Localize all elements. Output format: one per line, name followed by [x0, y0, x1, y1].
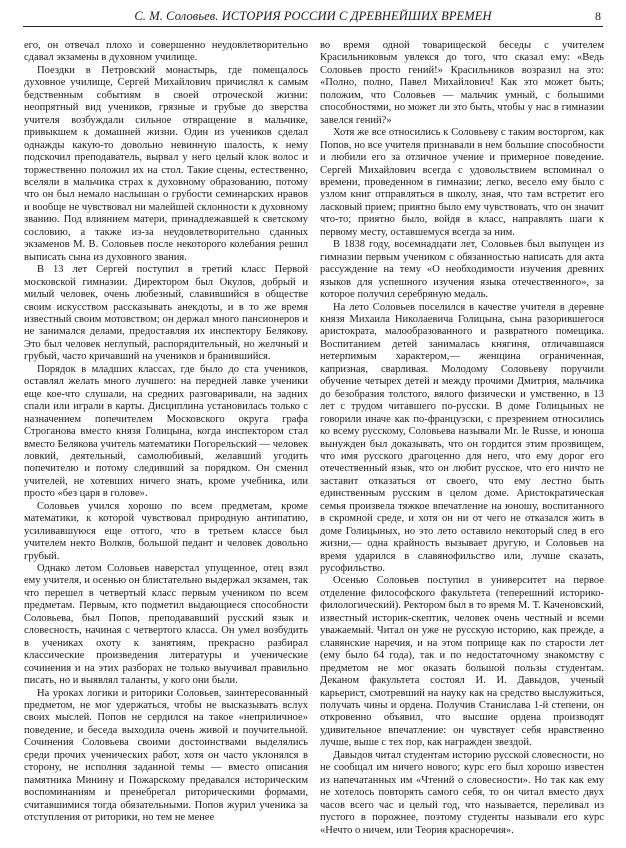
paragraph: Хотя же все относились к Соловьеву с таким восторгом, как Попов, но все учителя признавали в нем большие способности и любили его за отличное учение и примерное поведение. Сергей Михайлович всегда с удовольствием вспоминал о времени, проведенном в гимназии; легко, весело ему было с узлом книг отправляться в школу, зная, что там встретит его ласковый прием; приятно было ему чувствовать, что он значит что-то; приятно было, войдя в класс, направлять шаги к первому месту, оставшемуся всегда за ним. — [320, 127, 604, 238]
paragraph: его, он отвечал плохо и совершенно неудовлетворительно сдавал экзамены в духовном училище. — [24, 40, 308, 64]
paragraph: На лето Соловьев поселился в качестве учителя в деревне князя Михаила Николаевича Голицына, сына разорившегося аристократа, малообразованного и развратного помещика. Воспитанием детей занималась княгиня, отличавшаяся нетерпимым характером,— женщина ограниченная, капризная, сварливая. Молодому Соловьеву поручили обучение четырех детей и между прочими Дмитрия, мальчика до безобразия толстого, вялого физически и умственно, в 13 лет с трудом читавшего по-русски. В доме Голицыных не говорили иначе как по-французски, с презрением относились ко всему русскому, Соловьева называли Mr. le Russe, и юноша вынужден был доказывать, что он гордится этим прозвищем, что имя русского драгоценно для него, что ему дорог его отечественный язык, что он любит русское, что его ничто не заставит отказаться от своего, что ему лестно быть единственным русским в целом доме. Аристократическая семья произвела тяжкое впечатление на юношу, воспитанного в скромной среде, и хотя он ни от чего не отказался жить в доме Голицыных, но это лето оставило некоторый след в его жизни,— одна крайность вызывает другую, и Соловьев на время ударился в славянофильство или, лучше сказать, русофильство. — [320, 301, 604, 575]
running-title-author: С. М. Соловьев. — [134, 9, 219, 23]
paragraph: Соловьев учился хорошо по всем предметам, кроме математики, к которой чувствовал природную антипатию, усиливавшуюся еще оттого, что в третьем классе был учителем некто Волков, большой педант и человек довольно грубый. — [24, 500, 308, 562]
paragraph: На уроках логики и риторики Соловьев, заинтересованный предметом, не мог удержаться, чтобы не высказывать вслух своих мыслей. Попов не сердился на такое «неприличное» поведение, и беседа выходила очень живой и поучительной. Сочинения Соловьева своими достоинствами выделялись среди прочих ученических работ, хотя он часто уклонялся в сторону, не исполняя заданной темы — вместо описания памятника Минину и Пожарскому предавался историческим воспоминаниям и пренебрегал риторическими формами, считавшимися тогда обязательными. Попов журил ученика за отступления от риторики, но тем не менее — [24, 687, 308, 824]
paragraph: Поездки в Петровский монастырь, где помещалось духовное училище, Сергей Михайлович причислял к самым бедственным событиям в своей отроческой жизни: неопрятный вид учеников, грязные и грубые до зверства учителя возбуждали сильное отвращение в мальчике, привыкшем к домашней жизни. Один из учеников сделал однажды какую-то довольно невинную шалость, к нему подскочил преподаватель, вырвал у него целый клок волос и торжественно положил их на стол. Такие сцены, естественно, вселяли в мальчика страх к духовному образованию, потому что он был немало наслышан о грубости семинарских нравов и вообще не чувствовал ни малейшей склонности к духовному званию. Под влиянием матери, принадлежавшей к светскому сословию, а также из-за неудовлетворительно сданных экзаменов М. В. Соловьев после некоторого колебания решил выписать сына из духовного звания. — [24, 64, 308, 263]
page-header — [23, 4, 603, 27]
paragraph: Осенью Соловьев поступил в университет на первое отделение философского факультета (теперешний историко-филологический). Ректором был в то время М. Т. Каченовский, известный историк-скептик, человек очень честный и всеми уважаемый. Читал он уже не русскую историю, как прежде, а славянские наречия, и на этом поприще как по старости лет (ему было 64 года), так и по недостаточному знакомству с предметом не мог оказать большой пользы студентам. Деканом факультета состоял И. И. Давыдов, ученый карьерист, смотревший на науку как на средство выслужиться, получать чины и ордена. Получив Станислава 1-й степени, он откровенно объявил, что высшие ордена производят удивительное впечатление: он чувствует себя нравственно лучше, выше с тех пор, как награжден звездой. — [320, 575, 604, 749]
page-number: 8 — [595, 9, 601, 23]
running-title-text: ИСТОРИЯ РОССИИ С ДРЕВНЕЙШИХ ВРЕМЕН — [221, 9, 492, 23]
paragraph: В 13 лет Сергей поступил в третий класс Первой московской гимназии. Директором был Окулов, добрый и милый человек, очень любезный, славившийся в обществе своим искусством рассказывать анекдоты, и в то же время известный своим мотовством; он держал много пансионеров и не занимался делами, предоставляя их инспектору Белякову. Это был человек неглупый, распорядительный, но желчный и грубый, часто кричавший на учеников и бранившийся. — [24, 264, 308, 363]
paragraph: Однако летом Соловьев наверстал упущенное, отец взял ему учителя, и осенью он блистательно выдержал экзамен, так что перешел в четвертый класс первым учеником по всем предметам. Первым, кто подметил выдающиеся способности Соловьева, был Попов, преподававший русский язык и словесность, начиная с четвертого класса. Он умел возбудить в учениках охоту к занятиям, прекрасно разбирал классические произведения литературы и ученические сочинения и на этих разборах не только выучивал правильно писать, но и выявлял таланты, у кого они были. — [24, 563, 308, 687]
paragraph: во время одной товарищеской беседы с учителем Красильниковым увлекся до того, что сказал ему: «Ведь Соловьев просто гений!» Красильников возразил на это: «Полно, полно, Павел Михайлович! Как это может быть; положим, что Соловьев — мальчик умный, с большими способностями, но может ли это быть, чтобы у нас в гимназии завелся гений?» — [320, 40, 604, 126]
running-title — [23, 9, 603, 24]
left-column — [24, 40, 308, 840]
text-columns — [24, 40, 604, 840]
paragraph: В 1838 году, восемнадцати лет, Соловьев был выпущен из гимназии первым учеником с обязанностью написать для акта рассуждение на тему «О необходимости изучения древних языков для успешного изучения языка отечественного», за которое получил серебряную медаль. — [320, 239, 604, 301]
right-column — [320, 40, 604, 840]
paragraph: Давыдов читал студентам историю русской словесности, но не сообщал им ничего нового; курс его был хорошо известен из напечатанных им «Чтений о словесности». Но так как ему не хотелось повторять самого себя, то он читал вместо двух часов всего час и целый год, что называется, переливал из пустого в порожнее, поэтому студенты называли его курс «Нечто о ничем, или Теория красноречия». — [320, 749, 604, 836]
paragraph: Порядок в младших классах, где было до ста учеников, оставлял желать много лучшего: на передней лавке ученики еще кое-что слушали, на средних разговаривали, на задних спали или играли в карты. Дисциплина установилась только с назначением попечителем Московского округа графа Строганова вместо князя Голицына, когда инспектором стал вместо Белякова учитель математики Погорельский — человек ловкий, деятельный, самолюбивый, желавший угодить попечителю и потому следивший за порядком. Он сменил учителей, не хотевших ничего знать, кроме учебника, или просто «без царя в голове». — [24, 363, 308, 500]
